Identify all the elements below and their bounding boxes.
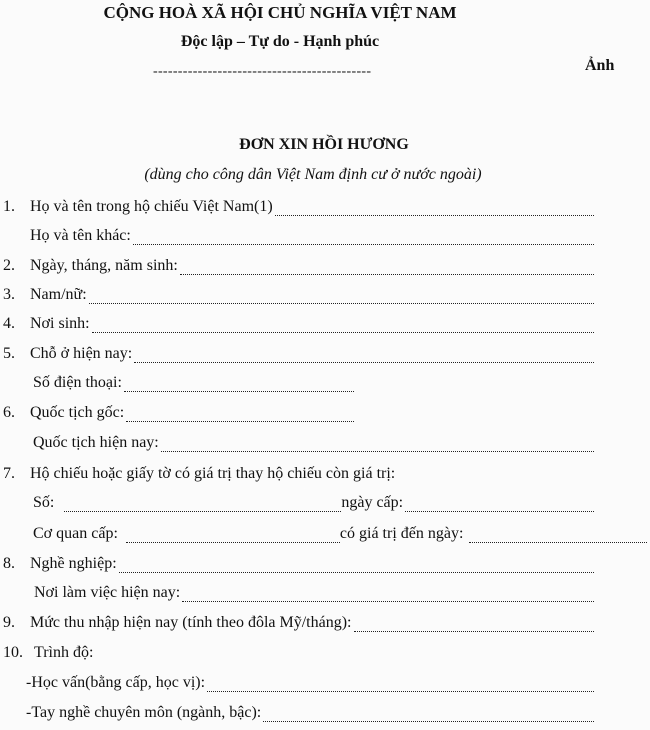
field-row-place-of-birth bbox=[0, 315, 594, 337]
issue-date-input[interactable] bbox=[405, 497, 594, 512]
date-of-birth-input[interactable] bbox=[180, 260, 594, 275]
current-residence-input[interactable] bbox=[134, 348, 594, 363]
field-label: ngày cấp: bbox=[341, 494, 404, 511]
item-number: 7. bbox=[3, 465, 15, 482]
place-of-birth-input[interactable] bbox=[92, 318, 594, 333]
field-row-passport-number bbox=[0, 494, 594, 516]
item-number: 3. bbox=[3, 286, 15, 303]
field-row-income bbox=[0, 614, 594, 636]
workplace-input[interactable] bbox=[182, 587, 594, 602]
passport-name-input[interactable] bbox=[275, 201, 594, 216]
passport-number-input[interactable] bbox=[64, 497, 341, 512]
field-label: Số điện thoại: bbox=[33, 374, 122, 391]
motto-heading: Độc lập – Tự do - Hạnh phúc bbox=[180, 33, 380, 50]
item-number: 5. bbox=[3, 345, 15, 362]
field-label: Quốc tịch hiện nay: bbox=[33, 434, 159, 451]
field-row-education bbox=[0, 674, 594, 696]
field-label: Nghề nghiệp: bbox=[30, 555, 117, 572]
issuing-authority-input[interactable] bbox=[126, 528, 340, 543]
field-label: Quốc tịch gốc: bbox=[30, 404, 125, 421]
field-label: Nơi làm việc hiện nay: bbox=[34, 584, 181, 601]
field-label: Nơi sinh: bbox=[30, 315, 90, 332]
other-name-input[interactable] bbox=[133, 230, 594, 245]
original-nationality-input[interactable] bbox=[126, 407, 354, 422]
expiry-date-input[interactable] bbox=[469, 528, 647, 543]
field-label: Họ và tên khác: bbox=[30, 227, 131, 244]
field-row-workplace bbox=[0, 584, 594, 606]
field-row-passport-name bbox=[0, 198, 594, 220]
current-nationality-input[interactable] bbox=[161, 437, 594, 452]
item-number: 2. bbox=[3, 257, 15, 274]
education-input[interactable] bbox=[207, 677, 594, 692]
field-label: có giá trị đến ngày: bbox=[339, 525, 464, 542]
item-number: 10. bbox=[3, 644, 23, 661]
income-input[interactable] bbox=[354, 617, 595, 632]
field-label: Cơ quan cấp: bbox=[33, 525, 118, 542]
item-number: 1. bbox=[3, 198, 15, 215]
item-number: 4. bbox=[3, 315, 15, 332]
item-number: 6. bbox=[3, 404, 15, 421]
field-label: Họ và tên trong hộ chiếu Việt Nam(1) bbox=[30, 198, 273, 215]
field-row-other-name bbox=[0, 227, 594, 249]
header-divider: -------------------------------------------- bbox=[153, 64, 372, 79]
occupation-input[interactable] bbox=[119, 558, 594, 573]
field-row-issuing-authority bbox=[0, 525, 594, 547]
photo-placeholder-label: Ảnh bbox=[585, 57, 615, 74]
nation-heading: CỘNG HOÀ XÃ HỘI CHỦ NGHĨA VIỆT NAM bbox=[103, 3, 457, 22]
form-subtitle: (dùng cho công dân Việt Nam định cư ở nước ngoài) bbox=[144, 166, 482, 183]
field-label: -Học vấn(bằng cấp, học vị): bbox=[26, 674, 206, 691]
field-row-gender bbox=[0, 286, 594, 308]
field-label: Ngày, tháng, năm sinh: bbox=[30, 257, 178, 274]
field-row-date-of-birth bbox=[0, 257, 594, 279]
item-number: 9. bbox=[3, 614, 15, 631]
field-row-phone bbox=[0, 374, 354, 396]
phone-input[interactable] bbox=[124, 377, 354, 392]
field-row-original-nationality bbox=[0, 404, 354, 426]
field-row-occupation bbox=[0, 555, 594, 577]
field-label: Trình độ: bbox=[34, 644, 94, 661]
field-row-professional-skill bbox=[0, 704, 594, 726]
item-number: 8. bbox=[3, 555, 15, 572]
field-row-passport-heading bbox=[0, 465, 594, 487]
field-label: Số: bbox=[33, 494, 55, 511]
field-label: Nam/nữ: bbox=[30, 286, 87, 303]
field-row-current-nationality bbox=[0, 434, 594, 456]
field-row-current-residence bbox=[0, 345, 594, 367]
field-label: -Tay nghề chuyên môn (ngành, bậc): bbox=[26, 704, 262, 721]
form-title: ĐƠN XIN HỒI HƯƠNG bbox=[239, 136, 409, 153]
field-label: Hộ chiếu hoặc giấy tờ có giá trị thay hộ chiếu còn giá trị: bbox=[30, 465, 396, 482]
field-label: Chỗ ở hiện nay: bbox=[30, 345, 133, 362]
gender-input[interactable] bbox=[89, 289, 594, 304]
professional-skill-input[interactable] bbox=[263, 707, 594, 722]
field-row-qualifications-heading bbox=[0, 644, 594, 666]
field-label: Mức thu nhập hiện nay (tính theo đôla Mỹ/tháng): bbox=[30, 614, 352, 631]
